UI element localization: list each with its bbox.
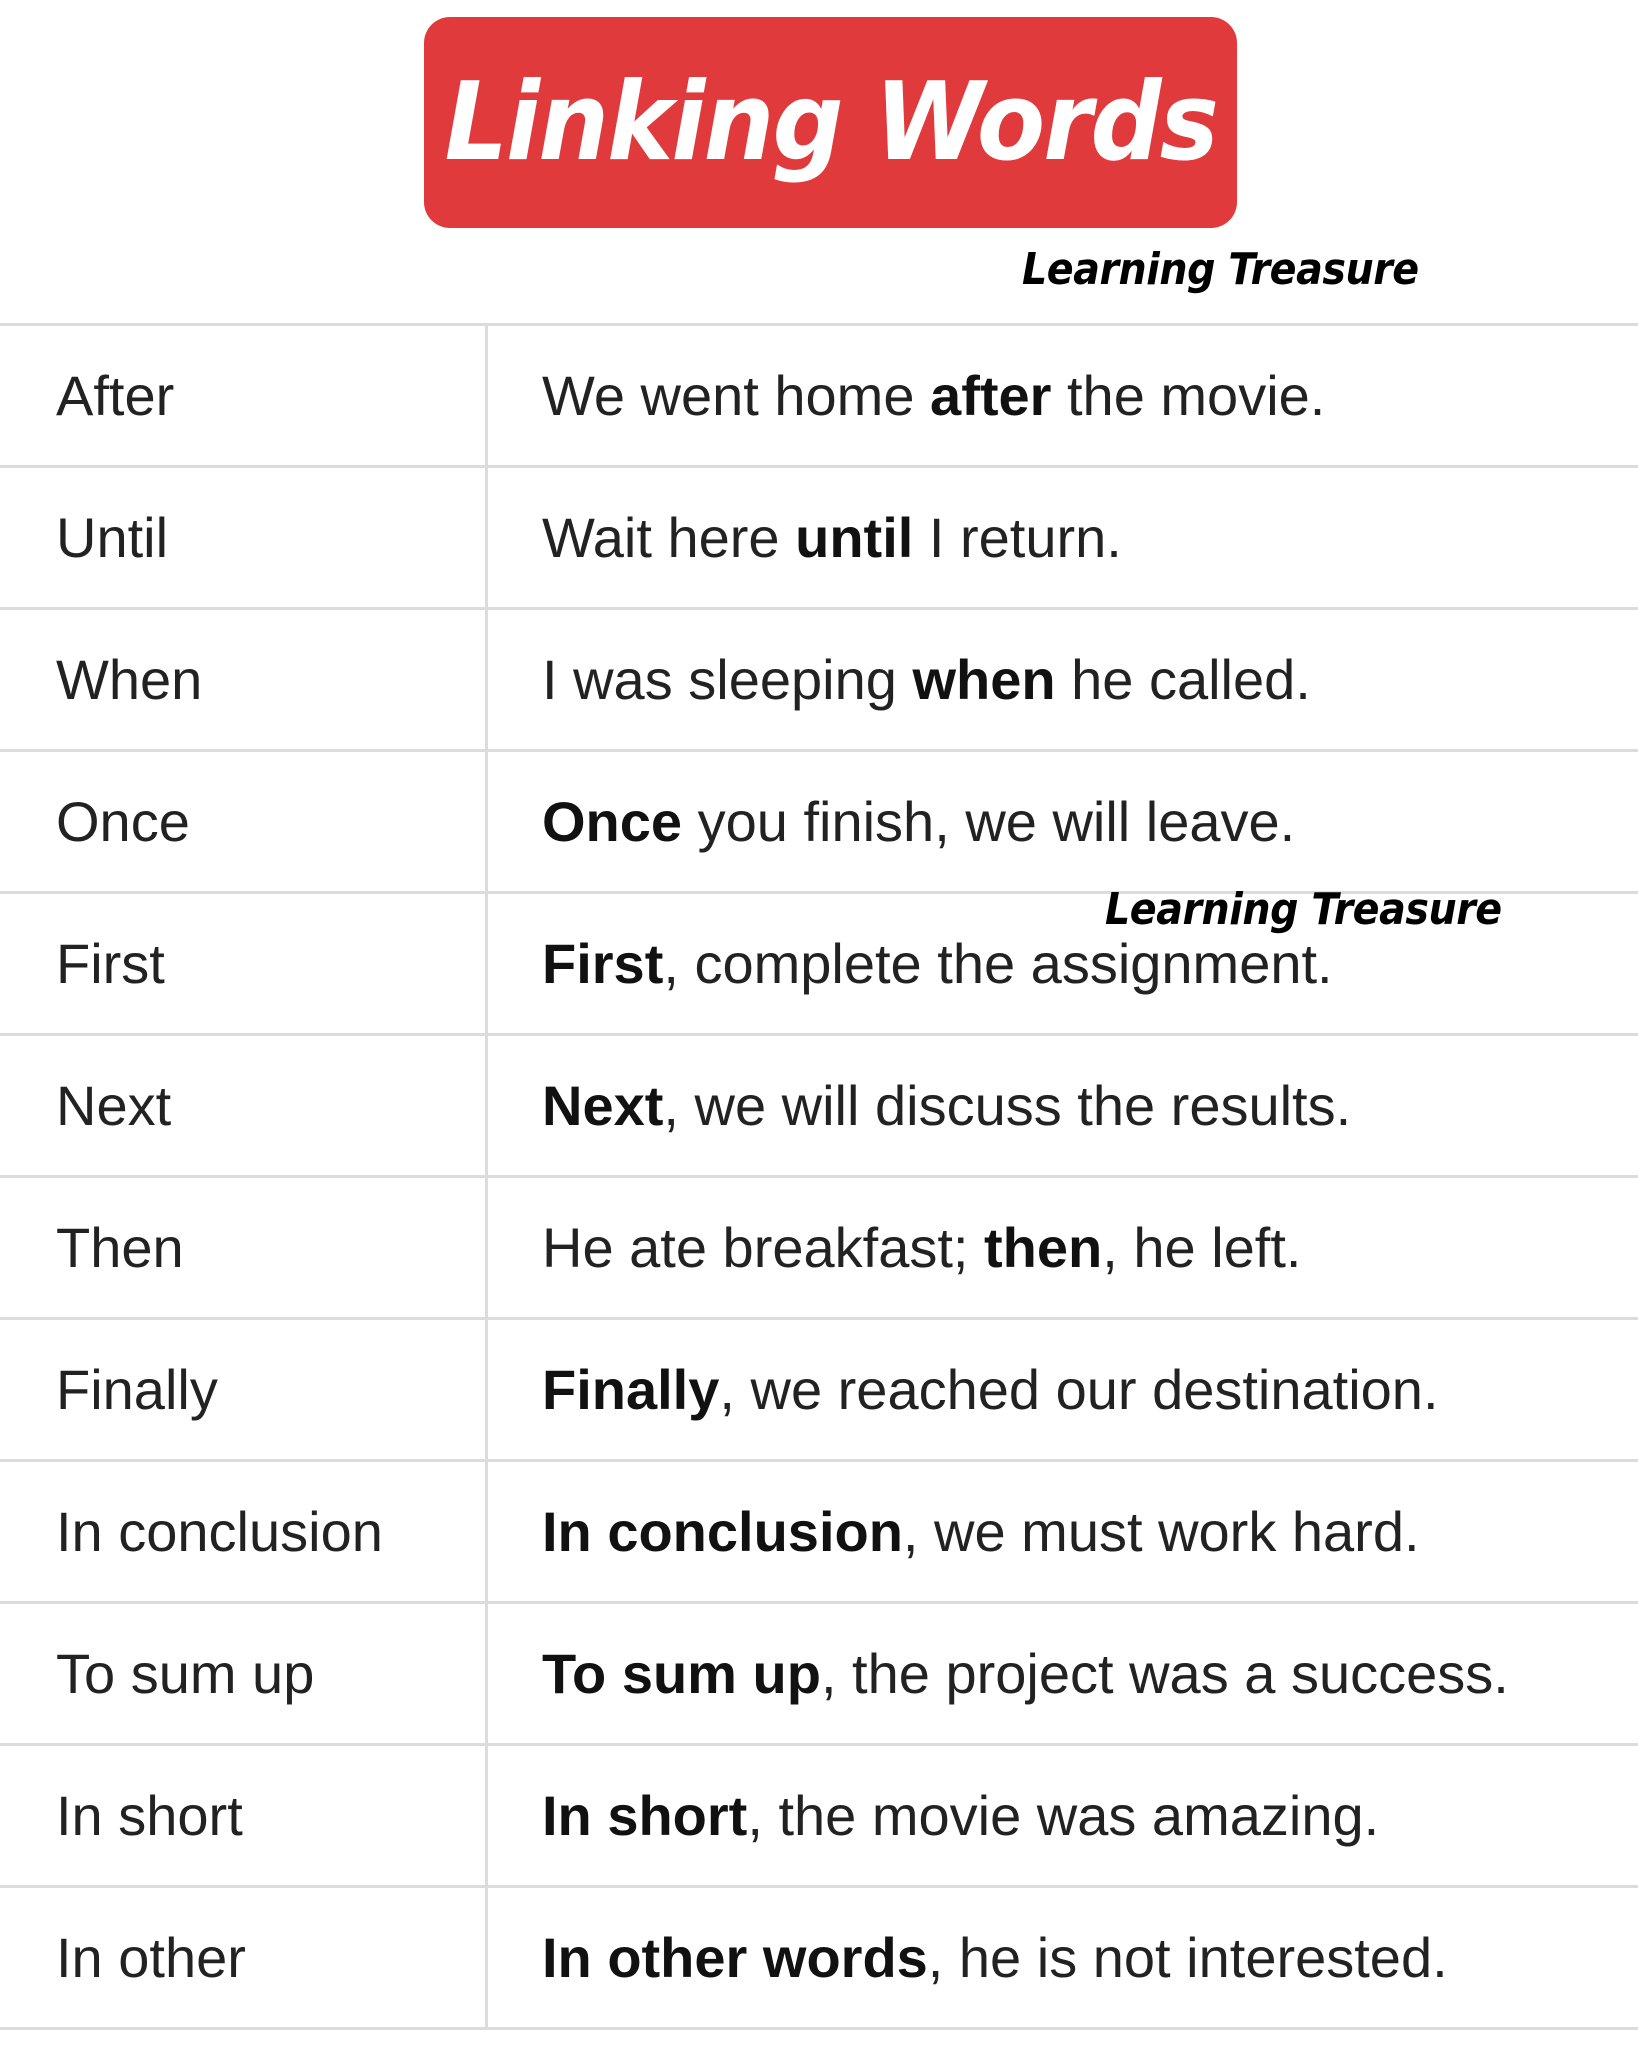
- example-sentence-cell: [488, 1036, 1638, 1175]
- example-text-after: , we will discuss the results.: [663, 1074, 1352, 1137]
- table-row: [0, 326, 1638, 468]
- linking-word-cell: Finally: [0, 1320, 488, 1459]
- linking-word-cell: After: [0, 326, 488, 465]
- example-text-after: , we must work hard.: [902, 1500, 1420, 1563]
- example-linking-word: In conclusion: [542, 1500, 903, 1563]
- example-text-after: , the project was a success.: [820, 1642, 1509, 1705]
- example-sentence-cell: [488, 610, 1638, 749]
- example-text-after: , complete the assignment.: [663, 932, 1333, 995]
- linking-word-cell: In short: [0, 1746, 488, 1885]
- example-sentence-cell: [488, 752, 1638, 891]
- example-linking-word: To sum up: [542, 1642, 821, 1705]
- example-text-before: He ate breakfast;: [542, 1216, 985, 1279]
- linking-word-cell: Then: [0, 1178, 488, 1317]
- title-banner: [424, 17, 1237, 228]
- table-row: [0, 1320, 1638, 1462]
- example-text-after: he called.: [1055, 648, 1311, 711]
- table-row: [0, 468, 1638, 610]
- table-row: [0, 1746, 1638, 1888]
- example-text-before: I was sleeping: [542, 648, 913, 711]
- example-sentence-cell: [488, 1746, 1638, 1885]
- linking-words-table: [0, 323, 1638, 2030]
- example-sentence-cell: [488, 1888, 1638, 2027]
- example-text-after: , we reached our destination.: [719, 1358, 1439, 1421]
- example-linking-word: Finally: [542, 1358, 720, 1421]
- linking-word-cell: When: [0, 610, 488, 749]
- example-linking-word: then: [984, 1216, 1103, 1279]
- linking-word-cell: To sum up: [0, 1604, 488, 1743]
- example-text-after: , the movie was amazing.: [747, 1784, 1380, 1847]
- example-sentence-cell: [488, 1604, 1638, 1743]
- example-sentence-cell: [488, 1320, 1638, 1459]
- example-linking-word: when: [912, 648, 1056, 711]
- example-linking-word: Once: [542, 790, 683, 853]
- example-text-after: the movie.: [1051, 364, 1326, 427]
- table-row: [0, 752, 1638, 894]
- example-text-after: , he is not interested.: [927, 1926, 1448, 1989]
- example-sentence-cell: [488, 326, 1638, 465]
- example-text-before: Wait here: [542, 506, 796, 569]
- example-linking-word: In other words: [542, 1926, 928, 1989]
- example-sentence-cell: [488, 1462, 1638, 1601]
- table-row: [0, 1888, 1638, 2030]
- table-row: [0, 1178, 1638, 1320]
- example-text-after: you finish, we will leave.: [682, 790, 1296, 853]
- table-row: [0, 610, 1638, 752]
- example-linking-word: until: [795, 506, 914, 569]
- example-sentence-cell: [488, 1178, 1638, 1317]
- linking-word-cell: In conclusion: [0, 1462, 488, 1601]
- example-linking-word: after: [930, 364, 1052, 427]
- watermark-top: Learning Treasure: [1022, 244, 1419, 295]
- example-linking-word: Next: [542, 1074, 664, 1137]
- linking-word-cell: In other: [0, 1888, 488, 2027]
- linking-word-cell: First: [0, 894, 488, 1033]
- table-row: [0, 1036, 1638, 1178]
- example-text-before: We went home: [542, 364, 931, 427]
- linking-word-cell: Next: [0, 1036, 488, 1175]
- table-row: [0, 1604, 1638, 1746]
- linking-word-cell: Until: [0, 468, 488, 607]
- example-sentence-cell: [488, 468, 1638, 607]
- example-linking-word: In short: [542, 1784, 748, 1847]
- table-row: [0, 1462, 1638, 1604]
- watermark-middle: Learning Treasure: [1105, 884, 1502, 935]
- linking-word-cell: Once: [0, 752, 488, 891]
- page-title: Linking Words: [444, 59, 1217, 185]
- example-text-after: , he left.: [1102, 1216, 1302, 1279]
- example-text-after: I return.: [913, 506, 1122, 569]
- example-linking-word: First: [542, 932, 664, 995]
